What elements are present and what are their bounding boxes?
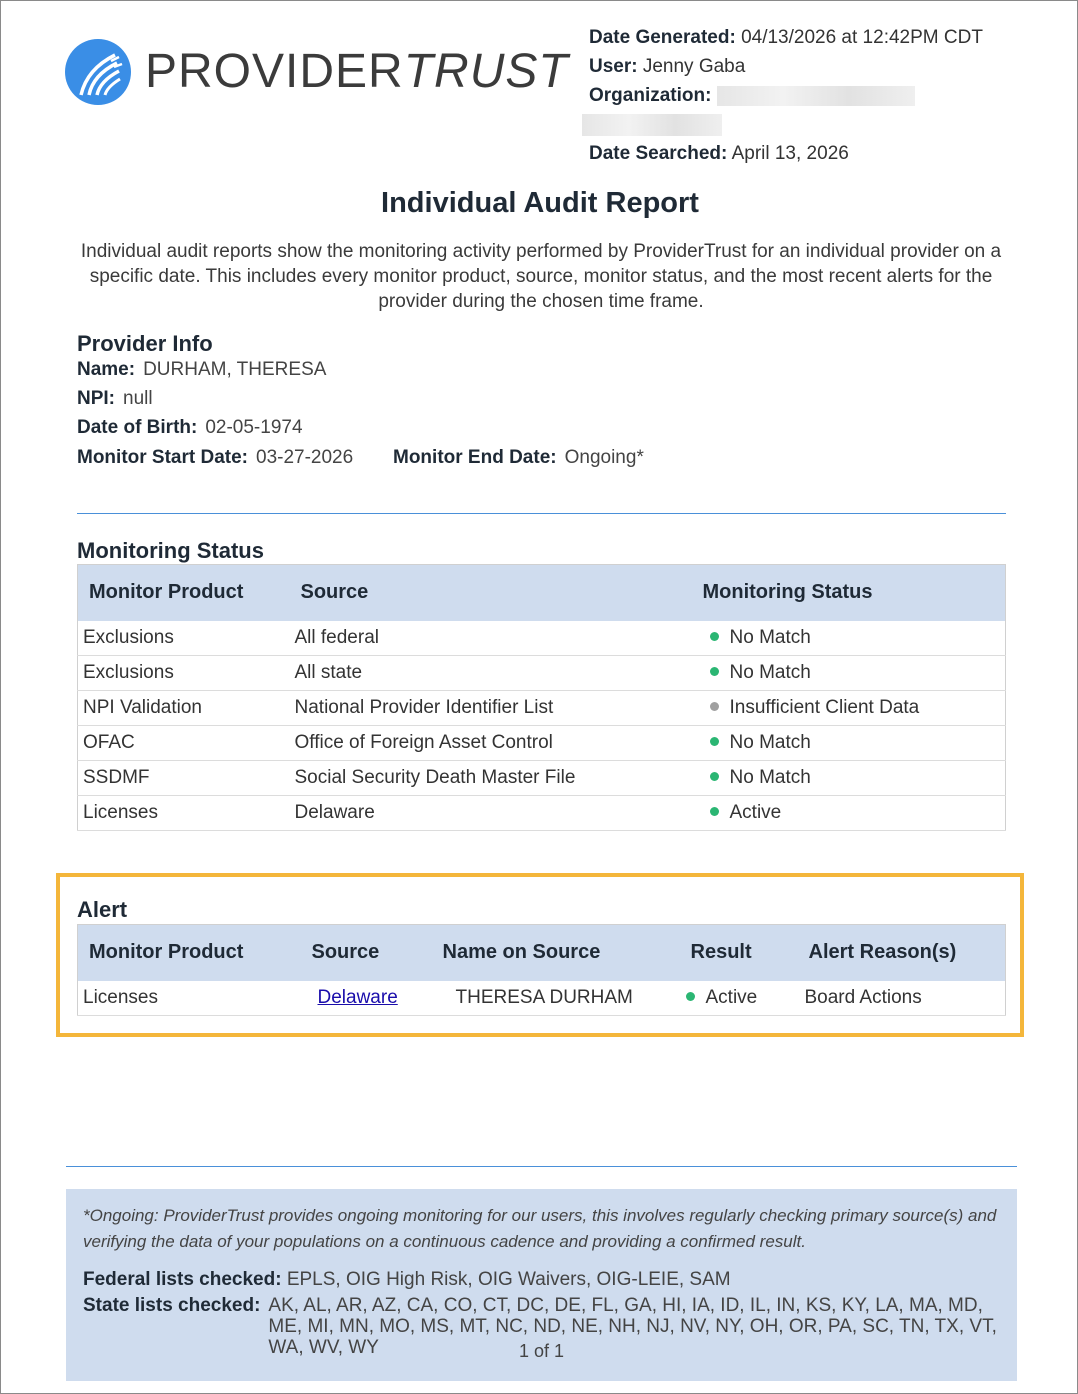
source-cell: Office of Foreign Asset Control (290, 726, 692, 761)
table-header-row (78, 925, 1006, 981)
table-row (78, 761, 1006, 796)
provider-npi-line (77, 388, 153, 410)
column-header: Result (680, 925, 798, 981)
provider-name-value: DURHAM, THERESA (143, 359, 327, 380)
organization-label: Organization: (589, 85, 712, 106)
monitor-product-cell: Exclusions (78, 621, 290, 656)
alert-reason-cell: Board Actions (798, 981, 1006, 1016)
table-row (78, 796, 1006, 831)
table-row (78, 656, 1006, 691)
footer-panel (66, 1189, 1017, 1381)
date-generated-label: Date Generated: (589, 27, 736, 48)
monitor-product-cell: OFAC (78, 726, 290, 761)
date-searched-label: Date Searched: (589, 143, 728, 164)
provider-info-heading: Provider Info (77, 331, 213, 356)
result-cell (680, 981, 798, 1016)
status-cell (692, 691, 1006, 726)
result-text: Active (705, 986, 758, 1008)
table-row (78, 621, 1006, 656)
status-dot-icon (710, 772, 719, 781)
organization-line (589, 81, 983, 110)
date-searched-value: April 13, 2026 (731, 143, 849, 164)
page-number: 1 of 1 (518, 1341, 565, 1361)
monitoring-status-heading: Monitoring Status (77, 538, 264, 563)
column-header: Source (290, 565, 692, 621)
monitor-product-cell: Licenses (78, 981, 301, 1016)
report-meta (589, 23, 983, 168)
table-row (78, 691, 1006, 726)
column-header: Monitor Product (78, 565, 290, 621)
table-row (78, 726, 1006, 761)
state-lists-label: State lists checked: (83, 1295, 261, 1316)
federal-lists-value: EPLS, OIG High Risk, OIG Waivers, OIG-LEIE, SAM (286, 1269, 731, 1290)
source-cell: National Provider Identifier List (290, 691, 692, 726)
date-searched-line (589, 139, 983, 168)
footer-divider (66, 1166, 1017, 1167)
status-dot-icon (710, 737, 719, 746)
date-generated-line (589, 23, 983, 52)
user-line (589, 52, 983, 81)
status-text: No Match (729, 662, 811, 683)
column-header: Alert Reason(s) (798, 925, 1006, 981)
monitor-end-label: Monitor End Date: (393, 447, 557, 468)
source-cell: All state (290, 656, 692, 691)
status-text: No Match (729, 626, 811, 648)
federal-lists-line (83, 1269, 1008, 1290)
status-dot-icon (710, 807, 719, 816)
status-cell (692, 796, 1006, 831)
provider-npi-label: NPI: (77, 388, 115, 409)
brand-logo (65, 39, 569, 105)
status-text: Insufficient Client Data (729, 697, 920, 718)
status-dot-icon (710, 632, 719, 641)
status-text: No Match (729, 732, 811, 753)
provider-dob-line (77, 417, 303, 439)
column-header: Source (301, 925, 432, 981)
name-on-source-cell: THERESA DURHAM (432, 981, 680, 1016)
column-header: Monitoring Status (692, 565, 1006, 621)
alert-table (77, 924, 1006, 1016)
table-header-row (78, 565, 1006, 621)
alert-heading: Alert (77, 897, 128, 922)
section-divider (77, 513, 1006, 514)
monitor-start-value: 03-27-2026 (256, 447, 354, 468)
provider-dob-value: 02-05-1974 (205, 417, 303, 438)
ongoing-footnote: *Ongoing: ProviderTrust provides ongoing monitoring for our users, this involves regularly checking primary source(s) and verifying the data of your populations on a continuous cadence and providing a confirmed result. (83, 1206, 997, 1251)
status-text: No Match (729, 767, 811, 788)
monitor-start-label: Monitor Start Date: (77, 447, 248, 468)
column-header: Monitor Product (78, 925, 301, 981)
source-cell: Social Security Death Master File (290, 761, 692, 796)
source-link[interactable]: Delaware (317, 986, 398, 1008)
source-cell: Delaware (290, 796, 692, 831)
status-cell (692, 726, 1006, 761)
brand-wordmark (145, 45, 569, 98)
monitor-start-line (77, 447, 353, 469)
status-cell (692, 761, 1006, 796)
user-label: User: (589, 56, 638, 77)
monitor-end-value: Ongoing* (564, 447, 644, 468)
provider-name-line (77, 359, 326, 381)
table-row (78, 981, 1006, 1016)
status-dot-icon (710, 702, 719, 711)
status-text: Active (729, 802, 782, 823)
status-dot-icon (710, 667, 719, 676)
monitor-end-line (393, 447, 644, 469)
organization-redacted-2 (582, 114, 722, 136)
organization-line-2 (582, 110, 983, 139)
monitor-product-cell: Licenses (78, 796, 290, 831)
monitoring-status-table (77, 564, 1006, 831)
column-header: Name on Source (432, 925, 680, 981)
provider-dob-label: Date of Birth: (77, 417, 198, 438)
state-lists-value: AK, AL, AR, AZ, CA, CO, CT, DC, DE, FL, GA, HI, IA, ID, IL, IN, KS, KY, LA, MA, MD, ME, MI, MN, MO, MS, MT, NC, ND, NE, NH, NJ, NV, NY, OH, OR, PA, SC, TN, TX, VT, WA, WV, WY (268, 1295, 997, 1358)
user-value: Jenny Gaba (642, 56, 746, 77)
status-cell (692, 621, 1006, 656)
status-cell (692, 656, 1006, 691)
brand-name-part2: TRUST (403, 45, 569, 98)
status-dot-icon (686, 992, 695, 1001)
monitor-product-cell: SSDMF (78, 761, 290, 796)
provider-npi-value: null (123, 388, 153, 409)
report-intro: Individual audit reports show the monitoring activity performed by ProviderTrust for an individual provider on a specific date. This includes every monitor product, source, monitor status, and the most recent alerts for the provider during the chosen time frame. (80, 241, 1002, 312)
monitor-product-cell: Exclusions (78, 656, 290, 691)
source-cell: All federal (290, 621, 692, 656)
federal-lists-label: Federal lists checked: (83, 1269, 282, 1290)
date-generated-value: 04/13/2026 at 12:42PM CDT (741, 27, 983, 48)
provider-name-label: Name: (77, 359, 136, 380)
report-title: Individual Audit Report (381, 187, 699, 219)
providertrust-logo-icon (65, 39, 131, 105)
monitor-product-cell: NPI Validation (78, 691, 290, 726)
brand-name-part1: PROVIDER (145, 45, 404, 98)
organization-redacted (717, 86, 915, 106)
source-cell (301, 981, 432, 1016)
